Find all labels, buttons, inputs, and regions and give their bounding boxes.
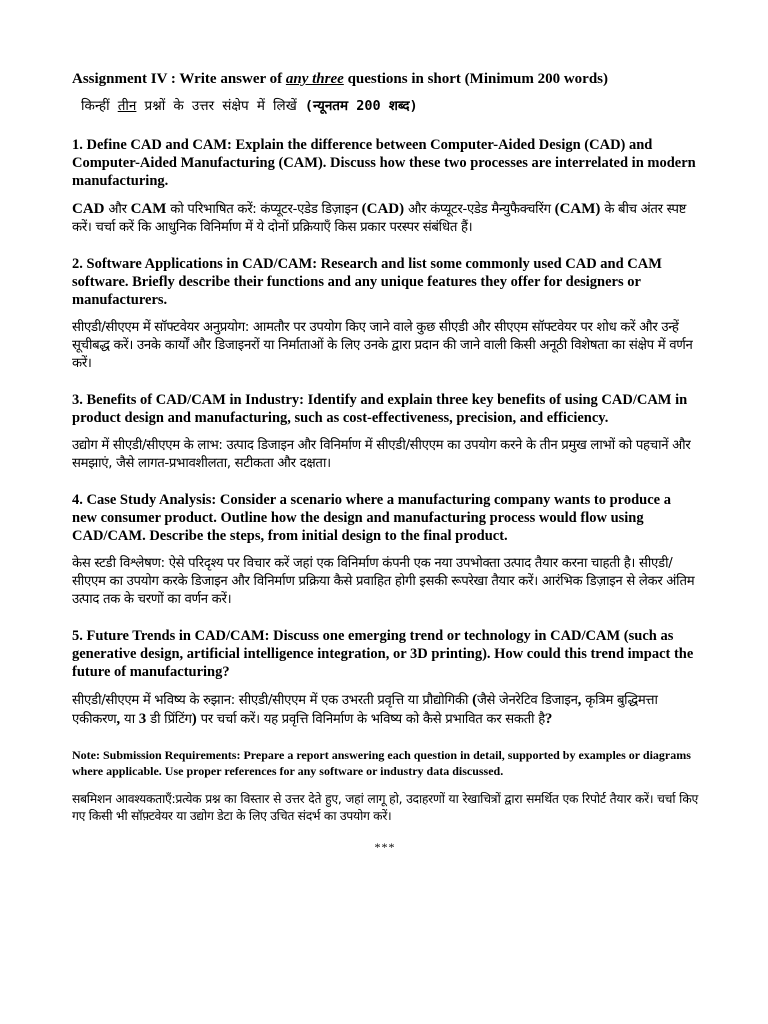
end-mark: *** — [374, 840, 396, 854]
question-3-hindi: उद्योग में सीएडी/सीएएम के लाभ: उत्पाद डिजाइन और विनिर्माण में सीएडी/सीएएम का उपयोग करने के तीन प्रमुख लाभों को पहचानें और समझाएं, जैसे लागत-प्रभावशीलता, सटीकता और दक्षता। — [72, 438, 691, 471]
question-2-english: 2. Software Applications in CAD/CAM: Research and list some commonly used CAD and CAM software. Briefly describe their functions and any unique features they offer for designers or manufacturers. — [72, 256, 662, 308]
submission-note-hindi: सबमिशन आवश्यकताएँ:प्रत्येक प्रश्न का विस्तार से उत्तर देते हुए, जहां लागू हो, उदाहरणों या रेखाचित्रों द्वारा समर्थित एक रिपोर्ट तैयार करें। चर्चा किए गए किसी भी सॉफ़्टवेयर या उद्योग डेटा के लिए उचित संदर्भ का उपयोग करें। — [72, 792, 698, 823]
submission-note-english: Note: Submission Requirements: Prepare a report answering each question in detail, supported by examples or diagrams where applicable. Use proper references for any software or industry data discussed. — [72, 748, 691, 778]
question-5-hindi: सीएडी/सीएएम में भविष्य के रुझान: सीएडी/सीएएम में एक उभरती प्रवृत्ति या प्रौद्योगिकी (जैसे जेनरेटिव डिजाइन, कृत्रिम बुद्धिमत्ता एकीकरण, या 3 डी प्रिंटिंग) पर चर्चा करें। यह प्रवृत्ति विनिर्माण के भविष्य को कैसे प्रभावित कर सकती है? — [72, 692, 658, 727]
question-1-english: 1. Define CAD and CAM: Explain the difference between Computer-Aided Design (CAD) and Computer-Aided Manufacturing (CAM). Discuss how these two processes are interrelated in modern manufacturing. — [72, 137, 696, 189]
question-1-hindi: CAD और CAM को परिभाषित करें: कंप्यूटर-एडेड डिज़ाइन (CAD) और कंप्यूटर-एडेड मैन्युफैक्चरिंग (CAM) के बीच अंतर स्पष्ट करें। चर्चा करें कि आधुनिक विनिर्माण में ये दोनों प्रक्रियाएँ किस प्रकार परस्पर संबंधित हैं। — [72, 201, 687, 235]
question-3-english: 3. Benefits of CAD/CAM in Industry: Identify and explain three key benefits of using CAD/CAM in product design and manufacturing, such as cost-effectiveness, precision, and efficiency. — [72, 392, 688, 426]
assignment-document — [72, 70, 698, 855]
assignment-title: Assignment IV : Write answer of any three questions in short (Minimum 200 words) — [72, 71, 609, 87]
question-2-hindi: सीएडी/सीएएम में सॉफ्टवेयर अनुप्रयोग: आमतौर पर उपयोग किए जाने वाले कुछ सीएडी और सीएएम सॉफ्टवेयर पर शोध करें और उन्हें सूचीबद्ध करें। उनके कार्यों और डिजाइनरों या निर्माताओं के लिए उनके द्वारा प्रदान की जाने वाली किसी अनूठी विशेषता का संक्षेप में वर्णन करें। — [72, 320, 693, 371]
question-4-hindi: केस स्टडी विश्लेषण: ऐसे परिदृश्य पर विचार करें जहां एक विनिर्माण कंपनी एक नया उपभोक्ता उत्पाद तैयार करना चाहती है। सीएडी/सीएएम का उपयोग करके डिजाइन और विनिर्माण प्रक्रिया कैसे प्रवाहित होगी इसकी रूपरेखा तैयार करें। आरंभिक डिज़ाइन से लेकर अंतिम उत्पाद तक के चरणों का वर्णन करें। — [72, 556, 695, 607]
question-4-english: 4. Case Study Analysis: Consider a scenario where a manufacturing company wants to produce a new consumer product. Outline how the design and manufacturing process would flow using CAD/CAM. Describe the steps, from initial design to the final product. — [72, 492, 671, 544]
question-5-english: 5. Future Trends in CAD/CAM: Discuss one emerging trend or technology in CAD/CAM (such as generative design, artificial intelligence integration, or 3D printing). How could this trend impact the future of manufacturing? — [72, 628, 694, 680]
assignment-title-hindi: किन्हीं तीन प्रश्नों के उत्तर संक्षेप में लिखें (न्यूनतम 200 शब्द) — [81, 98, 418, 114]
